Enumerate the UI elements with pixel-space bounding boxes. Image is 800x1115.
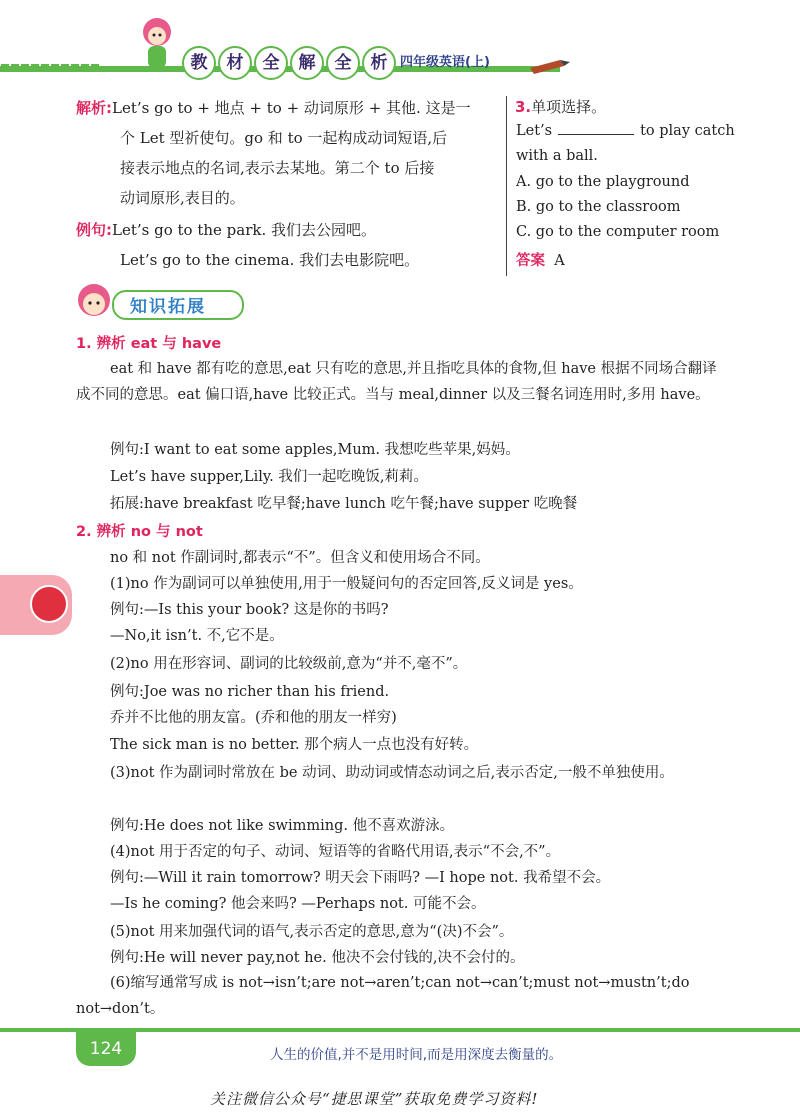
option-c: C. go to the computer room — [516, 224, 720, 240]
answer-blank — [558, 134, 634, 135]
option-b: B. go to the classroom — [516, 199, 681, 215]
analysis-label: 解析: — [76, 99, 112, 117]
girl-mascot-icon — [132, 12, 182, 78]
title-char: 全 — [254, 46, 288, 80]
example-line: —No,it isn’t. 不,它不是。 — [110, 628, 284, 644]
handwritten-note: 关注微信公众号“捷思课堂”获取免费学习资料! — [210, 1090, 539, 1108]
section-paragraph: eat 和 have 都有吃的意思,eat 只有吃的意思,并且指吃具体的食物,但 have 根据不同场合翻译成不同的意思。eat 偏口语,have 比较正式。当与 meal,dinner 以及三餐名词连用时,多用 have。 — [76, 361, 717, 403]
header-checker — [0, 58, 150, 78]
question-stem: Let’s to play catch — [516, 123, 735, 139]
column-divider — [506, 96, 507, 276]
title-char: 全 — [326, 46, 360, 80]
analysis-line: 接表示地点的名词,表示去某地。第二个 to 后接 — [120, 159, 435, 177]
example-line: —Is he coming? 他会来吗? —Perhaps not. 可能不会。 — [110, 896, 486, 912]
example-line: 例句:Joe was no richer than his friend. — [110, 684, 390, 700]
title-char: 析 — [362, 46, 396, 80]
example-line: 例句:—Is this your book? 这是你的书吗? — [110, 602, 389, 618]
example-line: 例句:—Will it rain tomorrow? 明天会下雨吗? —I hope not. 我希望不会。 — [110, 870, 611, 886]
pencil-icon — [530, 56, 570, 76]
example-line: Let’s go to the cinema. 我们去电影院吧。 — [120, 251, 420, 269]
girl-face-icon — [72, 280, 116, 324]
example-line: 例句:He does not like swimming. 他不喜欢游泳。 — [110, 818, 455, 834]
page-number: 124 — [76, 1032, 136, 1066]
question-stem: with a ball. — [516, 148, 598, 164]
example-line: 例句:I want to eat some apples,Mum. 我想吃些苹果,妈妈。 — [110, 442, 520, 458]
page-header — [0, 0, 800, 90]
analysis-line: 动词原形,表目的。 — [120, 189, 245, 207]
question-title: 3.单项选择。 — [515, 98, 607, 116]
analysis-line: 解析:Let’s go to + 地点 + to + 动词原形 + 其他. 这是一 — [76, 99, 471, 117]
title-char: 材 — [218, 46, 252, 80]
grade-label: 四年级英语(上) — [400, 55, 490, 70]
text-line: (5)not 用来加强代词的语气,表示否定的意思,意为“(决)不会”。 — [110, 924, 514, 940]
example-label: 例句: — [76, 221, 112, 239]
text-paragraph: (3)not 作为副词时常放在 be 动词、助动词或情态动词之后,表示否定,一般不单独使用。 — [110, 765, 674, 781]
side-tab — [0, 575, 72, 635]
badge-label: 知识拓展 — [130, 297, 206, 317]
example-line: 例句:Let’s go to the park. 我们去公园吧。 — [76, 221, 377, 239]
section-heading: 2. 辨析 no 与 not — [76, 524, 203, 540]
example-line: 乔并不比他的朋友富。(乔和他的朋友一样穷) — [110, 710, 397, 726]
text-line: no 和 not 作副词时,都表示“不”。但含义和使用场合不同。 — [110, 550, 490, 566]
answer-line — [516, 249, 565, 270]
title-char: 教 — [182, 46, 216, 80]
example-line: The sick man is no better. 那个病人一点也没有好转。 — [110, 737, 479, 753]
knowledge-badge — [72, 286, 242, 320]
text-line: (1)no 作为副词可以单独使用,用于一般疑问句的否定回答,反义词是 yes。 — [110, 576, 583, 592]
example-line: 例句:He will never pay,not he. 他决不会付钱的,决不会付的。 — [110, 950, 525, 966]
answer-label: 答案 — [516, 253, 545, 269]
extension-line: 拓展:have breakfast 吃早餐;have lunch 吃午餐;have supper 吃晚餐 — [110, 496, 578, 512]
text-paragraph: (6)缩写通常写成 is not→isn’t;are not→aren’t;can not→can’t;must not→mustn’t;do not→don’t。 — [76, 975, 690, 1017]
title-char: 解 — [290, 46, 324, 80]
text-line: (4)not 用于否定的句子、动词、短语等的省略代用语,表示“不会,不”。 — [110, 844, 561, 860]
analysis-line: 个 Let 型祈使句。go 和 to 一起构成动词短语,后 — [120, 129, 448, 147]
text-line: (2)no 用在形容词、副词的比较级前,意为“并不,毫不”。 — [110, 656, 468, 672]
answer-value: A — [554, 253, 565, 269]
option-a: A. go to the playground — [516, 174, 690, 190]
section-heading: 1. 辨析 eat 与 have — [76, 336, 222, 352]
cartoon-face-icon — [30, 585, 68, 623]
footer-motto: 人生的价值,并不是用时间,而是用深度去衡量的。 — [270, 1047, 563, 1063]
example-line: Let’s have supper,Lily. 我们一起吃晚饭,莉莉。 — [110, 469, 428, 485]
